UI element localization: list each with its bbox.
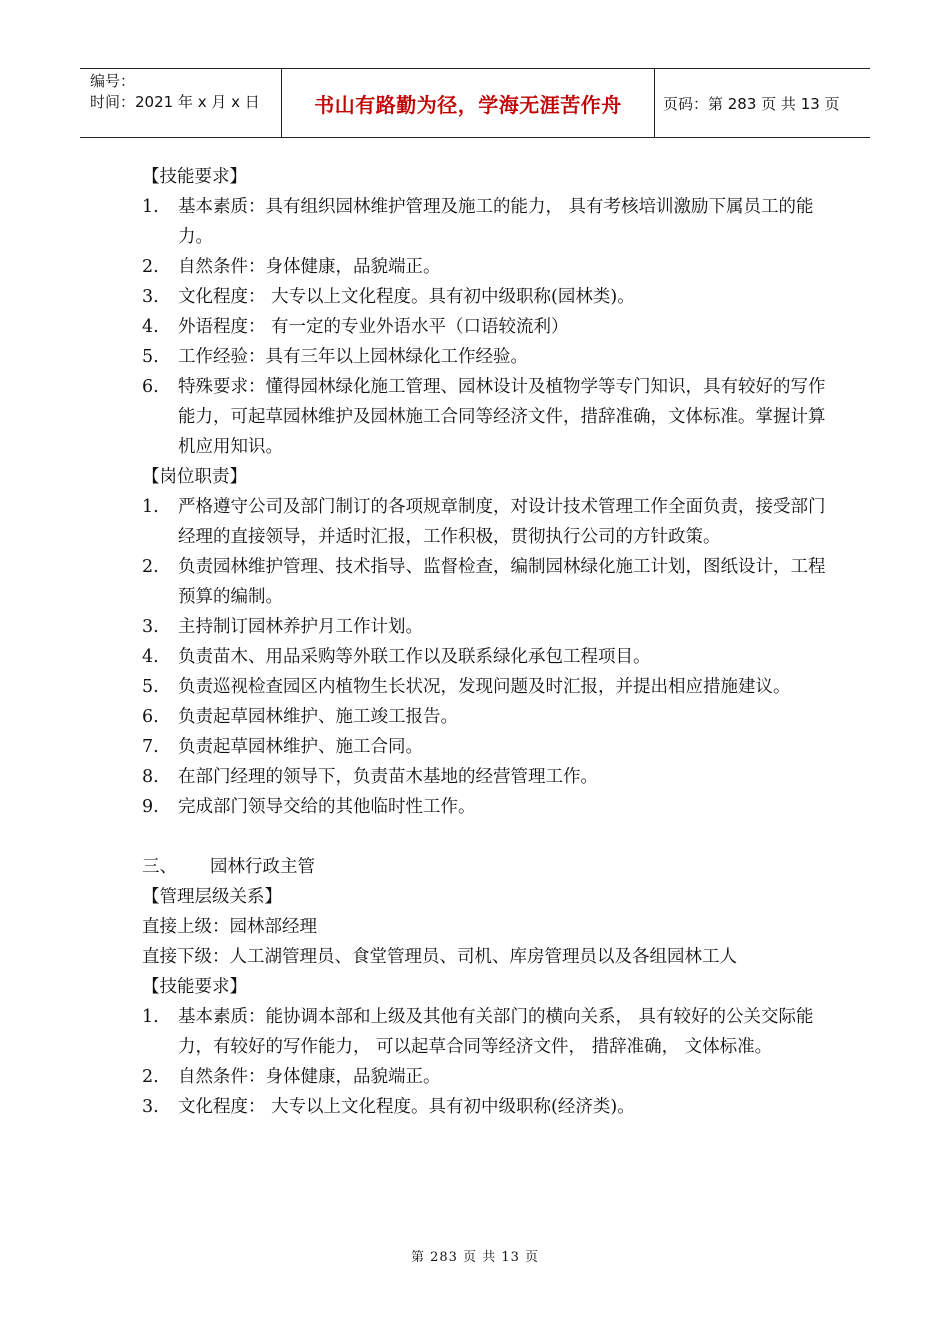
list-item-text: 完成部门领导交给的其他临时性工作。 — [178, 797, 476, 817]
list-item-text: 主持制订园林养护月工作计划。 — [178, 617, 423, 637]
list-item-number: 5. — [142, 347, 159, 367]
list-item-number: 3. — [142, 617, 159, 637]
document-body — [142, 162, 832, 1122]
section-heading-number: 三、 — [142, 857, 177, 877]
list-item-text: 自然条件：身体健康，品貌端正。 — [178, 1067, 441, 1087]
list-item — [142, 312, 832, 342]
list-item-number: 3. — [142, 1097, 159, 1117]
header-code: 编号： — [90, 72, 136, 90]
list-item — [142, 732, 832, 762]
list-item-text: 外语程度： 有一定的专业外语水平（口语较流利） — [178, 317, 569, 337]
list-item-number: 6. — [142, 377, 159, 397]
list-item-text: 负责起草园林维护、施工竣工报告。 — [178, 707, 458, 727]
list-item — [142, 1002, 832, 1062]
list-item-text: 负责苗木、用品采购等外联工作以及联系绿化承包工程项目。 — [178, 647, 651, 667]
list-item-number: 2. — [142, 1067, 159, 1087]
list-item-text: 自然条件：身体健康，品貌端正。 — [178, 257, 441, 277]
list-item-text: 基本素质：具有组织园林维护管理及施工的能力， 具有考核培训激励下属员工的能力。 — [178, 197, 814, 247]
direct-subordinate: 直接下级：人工湖管理员、食堂管理员、司机、库房管理员以及各组园林工人 — [142, 947, 737, 967]
list-item — [142, 282, 832, 312]
list-item-text: 负责起草园林维护、施工合同。 — [178, 737, 423, 757]
list-item-number: 8. — [142, 767, 159, 787]
list-item-number: 7. — [142, 737, 159, 757]
list-item-number: 9. — [142, 797, 159, 817]
list-item-number: 4. — [142, 317, 159, 337]
skills-list-2 — [142, 1002, 832, 1122]
section-heading-text: 园林行政主管 — [210, 857, 315, 877]
section-title-skills: 【技能要求】 — [142, 167, 247, 187]
list-item-text: 在部门经理的领导下，负责苗木基地的经营管理工作。 — [178, 767, 598, 787]
page-footer: 第 283 页 共 13 页 — [410, 1250, 540, 1265]
list-item-number: 3. — [142, 287, 159, 307]
section-title-duties: 【岗位职责】 — [142, 467, 247, 487]
list-item — [142, 192, 832, 252]
page-header — [80, 68, 870, 138]
list-item-text: 严格遵守公司及部门制订的各项规章制度，对设计技术管理工作全面负责，接受部门经理的直接领导，并适时汇报，工作积极，贯彻执行公司的方针政策。 — [178, 497, 826, 547]
list-item — [142, 492, 832, 552]
list-item-number: 1. — [142, 197, 159, 217]
list-item — [142, 702, 832, 732]
list-item-text: 特殊要求：懂得园林绿化施工管理、园林设计及植物学等专门知识，具有较好的写作能力，可起草园林维护及园林施工合同等经济文件，措辞准确，文体标准。掌握计算机应用知识。 — [178, 377, 826, 457]
list-item-text: 基本素质：能协调本部和上级及其他有关部门的横向关系， 具有较好的公关交际能力，有较好的写作能力， 可以起草合同等经济文件， 措辞准确， 文体标准。 — [178, 1007, 814, 1057]
header-page-label: 页码：第 283 页 共 13 页 — [663, 94, 840, 113]
list-item — [142, 672, 832, 702]
list-item — [142, 372, 832, 462]
list-item-text: 工作经验：具有三年以上园林绿化工作经验。 — [178, 347, 528, 367]
list-item — [142, 342, 832, 372]
list-item-number: 2. — [142, 557, 159, 577]
list-item — [142, 642, 832, 672]
list-item-number: 4. — [142, 647, 159, 667]
direct-superior: 直接上级：园林部经理 — [142, 917, 317, 937]
header-meta — [80, 69, 282, 137]
list-item — [142, 1092, 832, 1122]
list-item-text: 文化程度： 大专以上文化程度。具有初中级职称(经济类)。 — [178, 1097, 635, 1117]
list-item-number: 6. — [142, 707, 159, 727]
list-item-number: 1. — [142, 1007, 159, 1027]
section-title-skills-2: 【技能要求】 — [142, 977, 247, 997]
list-item — [142, 552, 832, 612]
list-item-number: 5. — [142, 677, 159, 697]
list-item-text: 负责园林维护管理、技术指导、监督检查，编制园林绿化施工计划，图纸设计，工程预算的编制。 — [178, 557, 826, 607]
list-item — [142, 612, 832, 642]
list-item-text: 负责巡视检查园区内植物生长状况，发现问题及时汇报，并提出相应措施建议。 — [178, 677, 791, 697]
section-heading — [142, 852, 832, 882]
list-item-number: 2. — [142, 257, 159, 277]
list-item-number: 1. — [142, 497, 159, 517]
list-item — [142, 1062, 832, 1092]
list-item — [142, 252, 832, 282]
header-time: 时间：2021 年 x 月 x 日 — [90, 93, 260, 111]
list-item — [142, 792, 832, 822]
skills-list — [142, 192, 832, 462]
list-item — [142, 762, 832, 792]
duties-list — [142, 492, 832, 822]
list-item-text: 文化程度： 大专以上文化程度。具有初中级职称(园林类)。 — [178, 287, 635, 307]
section-title-mgmt: 【管理层级关系】 — [142, 887, 282, 907]
header-motto: 书山有路勤为径，学海无涯苦作舟 — [282, 69, 655, 137]
